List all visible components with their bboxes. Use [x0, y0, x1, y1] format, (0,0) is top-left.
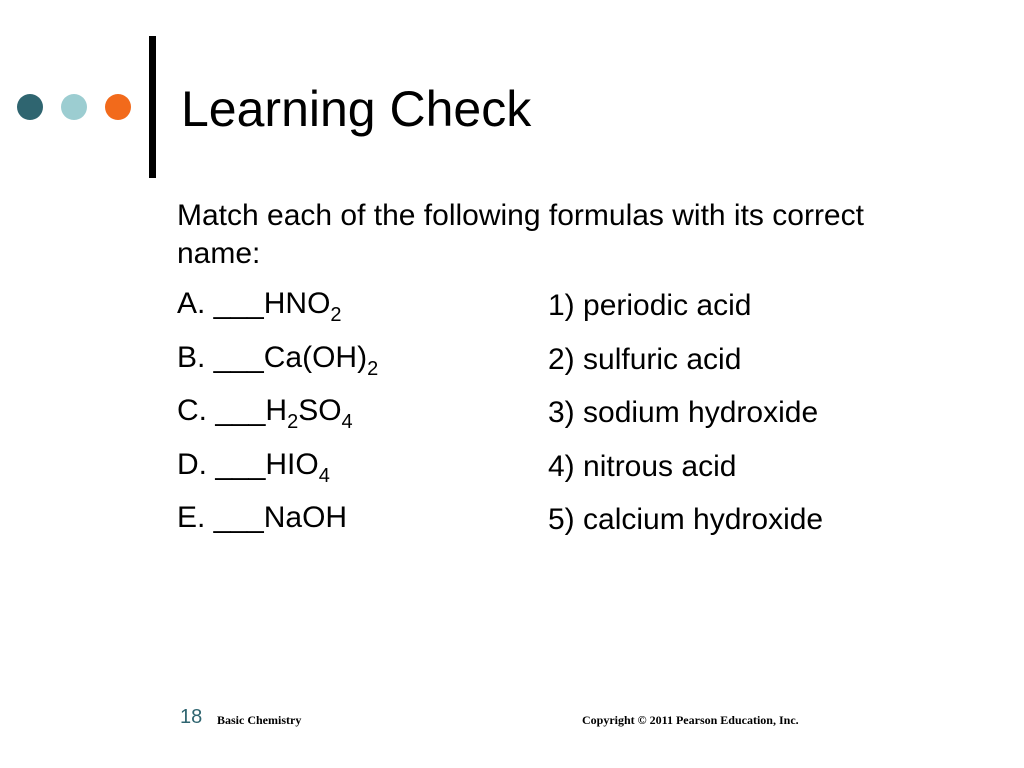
name-list [548, 286, 823, 554]
formula-subscript: 2 [330, 304, 342, 326]
formula-list [177, 286, 378, 554]
formula-text: SO [298, 394, 342, 427]
formula-item [177, 447, 378, 501]
formula-letter: A. ___ [177, 287, 264, 320]
formula-text: NaOH [263, 501, 348, 534]
formula-item [177, 340, 378, 394]
footer-course: Basic Chemistry [217, 713, 302, 727]
name-item: 5) calcium hydroxide [548, 503, 824, 536]
formula-subscript: 4 [341, 411, 353, 433]
decorative-dot-teal [17, 94, 43, 120]
name-item: 3) sodium hydroxide [548, 396, 819, 429]
name-item: 2) sulfuric acid [548, 342, 742, 376]
decorative-dot-light-teal [61, 94, 87, 120]
page-number: 18 [180, 706, 203, 728]
decorative-dot-orange [105, 94, 131, 120]
formula-text: HNO [263, 287, 331, 320]
formula-subscript: 2 [287, 411, 299, 433]
formula-text: HIO [265, 447, 319, 481]
slide-prompt: Match each of the following formulas with its correct name: [177, 199, 864, 270]
formula-text: Ca(OH) [263, 340, 368, 374]
name-item: 4) nitrous acid [548, 449, 737, 483]
formula-letter: D. ___ [177, 447, 266, 481]
title-divider-bar [149, 36, 156, 178]
formula-letter: B. ___ [177, 340, 264, 374]
formula-letter: C. ___ [177, 394, 266, 427]
formula-item [177, 286, 378, 340]
slide-title: Learning Check [181, 81, 532, 137]
formula-subscript: 4 [318, 464, 330, 487]
formula-text: H [265, 394, 288, 427]
formula-item [177, 500, 378, 554]
formula-item [177, 393, 378, 447]
formula-subscript: 2 [367, 357, 379, 380]
name-item: 1) periodic acid [548, 289, 752, 322]
formula-letter: E. ___ [177, 501, 264, 534]
footer-copyright: Copyright © 2011 Pearson Education, Inc. [582, 713, 799, 727]
